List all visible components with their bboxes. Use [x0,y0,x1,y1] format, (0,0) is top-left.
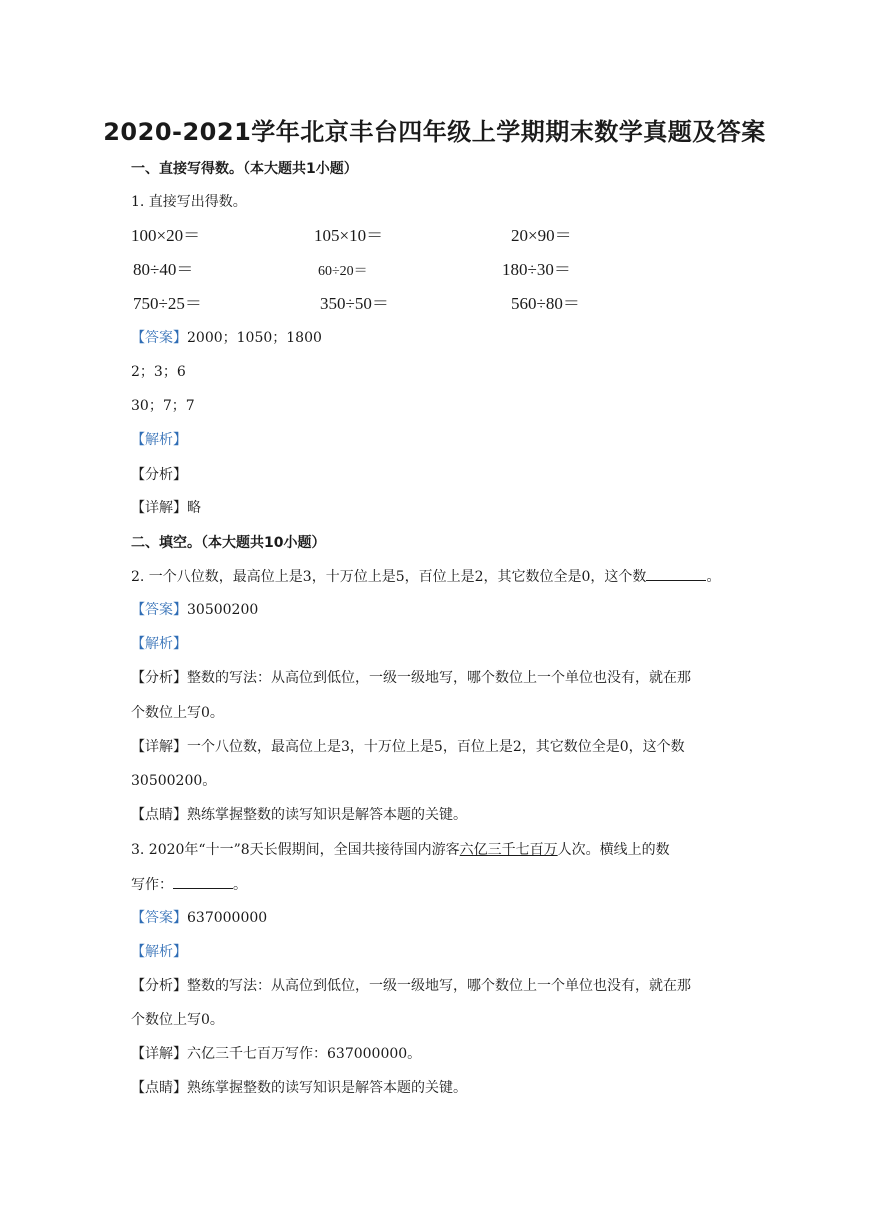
section-2-heading: 二、填空。（本大题共10小题） [131,535,326,551]
xiangjie-text: 一个八位数，最高位上是3，十万位上是5，百位上是2，其它数位全是0，这个数 [187,739,685,755]
question-3-text-c: 写作： [131,877,173,893]
fenxi-text: 整数的写法：从高位到低位，一级一级地写，哪个数位上一个单位也没有，就在那 [187,978,691,994]
answer-3 [131,908,267,928]
dianjing-2 [131,805,467,825]
expr-r3c2: 350÷50＝ [320,294,389,313]
xiangjie-1 [131,498,201,518]
answer-tag: 【答案】 [131,330,187,346]
expr-r3c3: 560÷80＝ [511,294,580,313]
answer-2-value: 30500200 [187,602,259,618]
answer-tag: 【答案】 [131,602,187,618]
fenxi-2-line-1 [131,668,691,688]
fenxi-2-line-2: 个数位上写0。 [131,705,224,721]
answer-1-line-3: 30；7；7 [131,398,195,414]
question-2-stem [131,566,720,587]
xiangjie-tag: 【详解】 [131,1046,187,1062]
answer-2 [131,600,258,620]
expr-r1c3: 20×90＝ [511,226,572,245]
expr-r3c1: 750÷25＝ [133,294,202,313]
xiangjie-tag: 【详解】 [131,500,187,516]
dianjing-text: 熟练掌握整数的读写知识是解答本题的关键。 [187,807,467,823]
answer-blank [646,566,706,581]
analysis-tag-3: 【解析】 [131,944,187,960]
fenxi-tag: 【分析】 [131,978,187,994]
question-3-text-b: 人次。横线上的数 [557,842,670,858]
dianjing-text: 熟练掌握整数的读写知识是解答本题的关键。 [187,1080,467,1096]
answer-1 [131,328,322,348]
fenxi-3-line-2: 个数位上写0。 [131,1012,224,1028]
xiangjie-2-line-2: 30500200。 [131,773,217,789]
underlined-number-words: 六亿三千七百万 [459,842,558,858]
question-1-stem: 1. 直接写出得数。 [131,194,247,210]
xiangjie-text: 六亿三千七百万写作：637000000。 [187,1046,422,1062]
question-2-end: 。 [706,569,721,585]
answer-1-line-2: 2；3；6 [131,364,186,380]
xiangjie-2-line-1 [131,737,685,757]
page-title: 2020-2021学年北京丰台四年级上学期期末数学真题及答案 [103,118,766,146]
question-2-text: 2. 一个八位数，最高位上是3，十万位上是5，百位上是2，其它数位全是0，这个数 [131,569,647,585]
dianjing-tag: 【点睛】 [131,1080,187,1096]
fenxi-text: 整数的写法：从高位到低位，一级一级地写，哪个数位上一个单位也没有，就在那 [187,670,691,686]
xiangjie-tag: 【详解】 [131,739,187,755]
xiangjie-text: 略 [187,500,201,516]
question-3-text-a: 3. 2020年“十一”8天长假期间，全国共接待国内游客 [131,842,460,858]
answer-blank [173,874,233,889]
fenxi-tag-1: 【分析】 [131,467,187,483]
section-1-heading: 一、直接写得数。（本大题共1小题） [131,161,358,177]
xiangjie-3 [131,1044,421,1064]
expr-r2c2: 60÷20＝ [318,264,368,279]
analysis-tag-1: 【解析】 [131,432,187,448]
question-3-stem-line-1 [131,840,670,860]
expr-r1c2: 105×10＝ [314,226,384,245]
dianjing-3 [131,1078,467,1098]
analysis-tag-2: 【解析】 [131,636,187,652]
question-3-stem-line-2 [131,874,247,895]
answer-1-line-1: 2000；1050；1800 [187,330,322,346]
dianjing-tag: 【点睛】 [131,807,187,823]
answer-3-value: 637000000 [187,910,268,926]
fenxi-tag: 【分析】 [131,670,187,686]
answer-tag: 【答案】 [131,910,187,926]
expr-r2c1: 80÷40＝ [133,260,194,279]
expr-r1c1: 100×20＝ [131,226,201,245]
fenxi-3-line-1 [131,976,691,996]
question-3-end: 。 [233,877,247,893]
expr-r2c3: 180÷30＝ [502,260,571,279]
